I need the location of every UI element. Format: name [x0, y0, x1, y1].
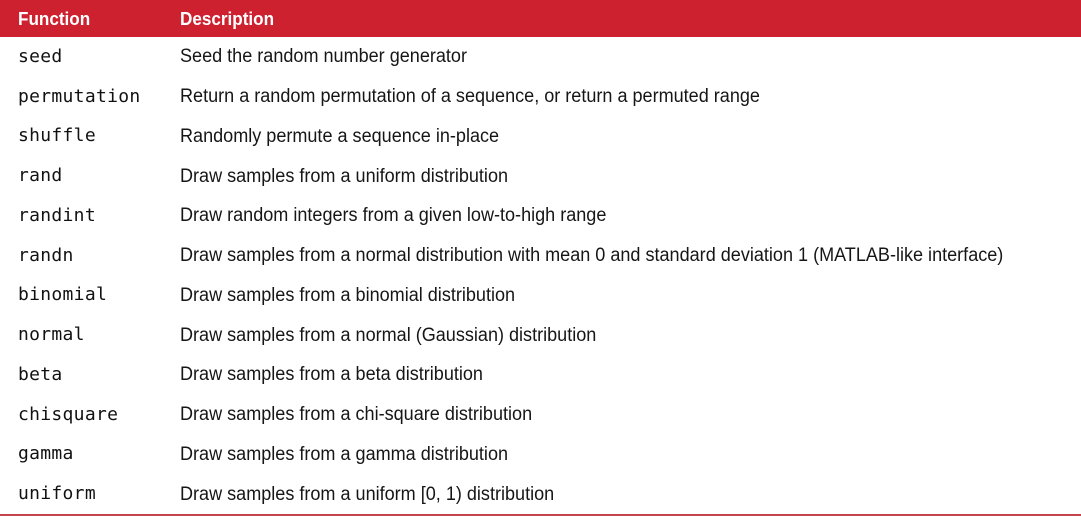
- function-cell: uniform: [18, 483, 96, 505]
- description-cell: [180, 47, 1075, 66]
- table-row: [0, 37, 1081, 77]
- description-text: Draw samples from a binomial distribution: [180, 284, 516, 306]
- description-text: Randomly permute a sequence in-place: [180, 125, 500, 147]
- description-cell: [180, 246, 1075, 265]
- function-cell: chisquare: [18, 403, 119, 425]
- function-cell: gamma: [18, 443, 74, 465]
- header-cell-description: [180, 10, 1067, 28]
- description-text: Draw samples from a uniform distribution: [180, 165, 509, 187]
- description-cell: [180, 127, 1075, 146]
- header-label-description: Description: [180, 8, 275, 29]
- table-row: [0, 474, 1081, 514]
- table-row: [0, 77, 1081, 117]
- description-cell: [180, 87, 1075, 106]
- description-text: Draw random integers from a given low-to-high range: [180, 205, 607, 227]
- table-row: [0, 395, 1081, 435]
- table-row: [0, 196, 1081, 236]
- function-cell: randn: [18, 244, 74, 266]
- table-row: [0, 315, 1081, 355]
- table-row: [0, 355, 1081, 395]
- description-cell: [180, 365, 1075, 384]
- header-cell-function: [18, 10, 180, 28]
- description-cell: [180, 485, 1075, 504]
- function-cell: shuffle: [18, 125, 96, 147]
- description-cell: [180, 445, 1075, 464]
- table-row: [0, 156, 1081, 196]
- description-cell: [180, 206, 1075, 225]
- description-text: Draw samples from a uniform [0, 1) distribution: [180, 483, 555, 505]
- function-cell: binomial: [18, 284, 108, 306]
- function-cell: beta: [18, 363, 63, 385]
- table-body: [0, 37, 1081, 516]
- function-cell: seed: [18, 45, 63, 67]
- description-text: Draw samples from a normal (Gaussian) distribution: [180, 324, 597, 346]
- function-cell: permutation: [18, 85, 141, 107]
- header-label-function: Function: [18, 8, 91, 29]
- description-text: Draw samples from a chi-square distribution: [180, 404, 533, 426]
- table-row: [0, 435, 1081, 475]
- function-cell: rand: [18, 165, 63, 187]
- description-cell: [180, 405, 1075, 424]
- description-cell: [180, 286, 1075, 305]
- description-text: Draw samples from a normal distribution with mean 0 and standard deviation 1 (MATLAB-like interface): [180, 245, 1004, 267]
- function-cell: normal: [18, 324, 85, 346]
- function-cell: randint: [18, 204, 96, 226]
- description-text: Draw samples from a beta distribution: [180, 364, 483, 386]
- table-header-row: [0, 0, 1081, 37]
- description-text: Seed the random number generator: [180, 46, 467, 68]
- description-cell: [180, 167, 1075, 186]
- description-text: Return a random permutation of a sequence, or return a permuted range: [180, 86, 760, 108]
- table-row: [0, 276, 1081, 316]
- description-cell: [180, 326, 1075, 345]
- table-row: [0, 117, 1081, 157]
- description-text: Draw samples from a gamma distribution: [180, 443, 509, 465]
- table-row: [0, 236, 1081, 276]
